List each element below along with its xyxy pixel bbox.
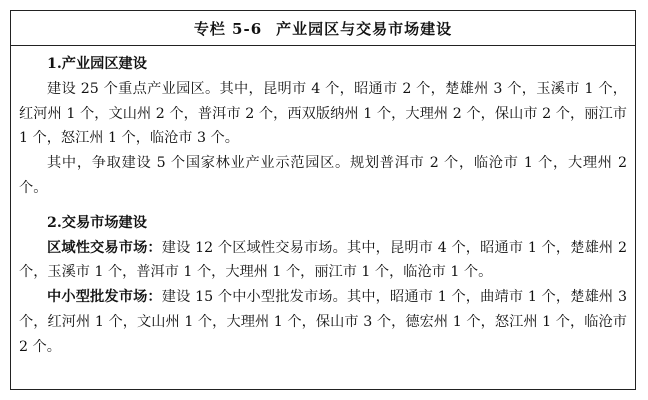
section1-heading: 1.产业园区建设	[47, 56, 147, 72]
box-title-text: 产业园区与交易市场建设	[276, 19, 453, 38]
box-title	[11, 11, 635, 46]
box-content	[11, 46, 635, 360]
column-box	[10, 10, 636, 390]
wholesale-market-paragraph	[19, 285, 627, 359]
section1-paragraph-2: 其中，争取建设 5 个国家林业产业示范园区。规划普洱市 2 个，临沧市 1 个，大理州 2 个。	[19, 155, 627, 196]
box-title-number: 专栏 5-6	[193, 19, 263, 38]
wholesale-market-text: 建设 15 个中小型批发市场。其中，昭通市 1 个，曲靖市 1 个，楚雄州 3 个，红河州 1 个，文山州 1 个，大理州 1 个，保山市 3 个，德宏州 1 个，怒江州 1 个，临沧市 2 个。	[19, 289, 627, 355]
section2-heading: 2.交易市场建设	[47, 214, 147, 231]
wholesale-market-label: 中小型批发市场：	[47, 289, 162, 306]
section1-paragraph-1: 建设 25 个重点产业园区。其中，昆明市 4 个，昭通市 2 个，楚雄州 3 个，玉溪市 1 个，红河州 1 个，文山州 2 个，普洱市 2 个，西双版纳州 1 个，大理州 2 个，保山市 2 个，丽江市 1 个，怒江州 1 个，临沧市 3 个。	[19, 80, 627, 147]
section-gap	[19, 201, 627, 211]
regional-market-paragraph	[19, 236, 627, 286]
regional-market-text: 建设 12 个区域性交易市场。其中，昆明市 4 个，昭通市 1 个，楚雄州 2 个，玉溪市 1 个，普洱市 1 个，大理州 1 个，丽江市 1 个，临沧市 1 个。	[19, 239, 627, 281]
regional-market-label: 区域性交易市场：	[47, 239, 162, 256]
